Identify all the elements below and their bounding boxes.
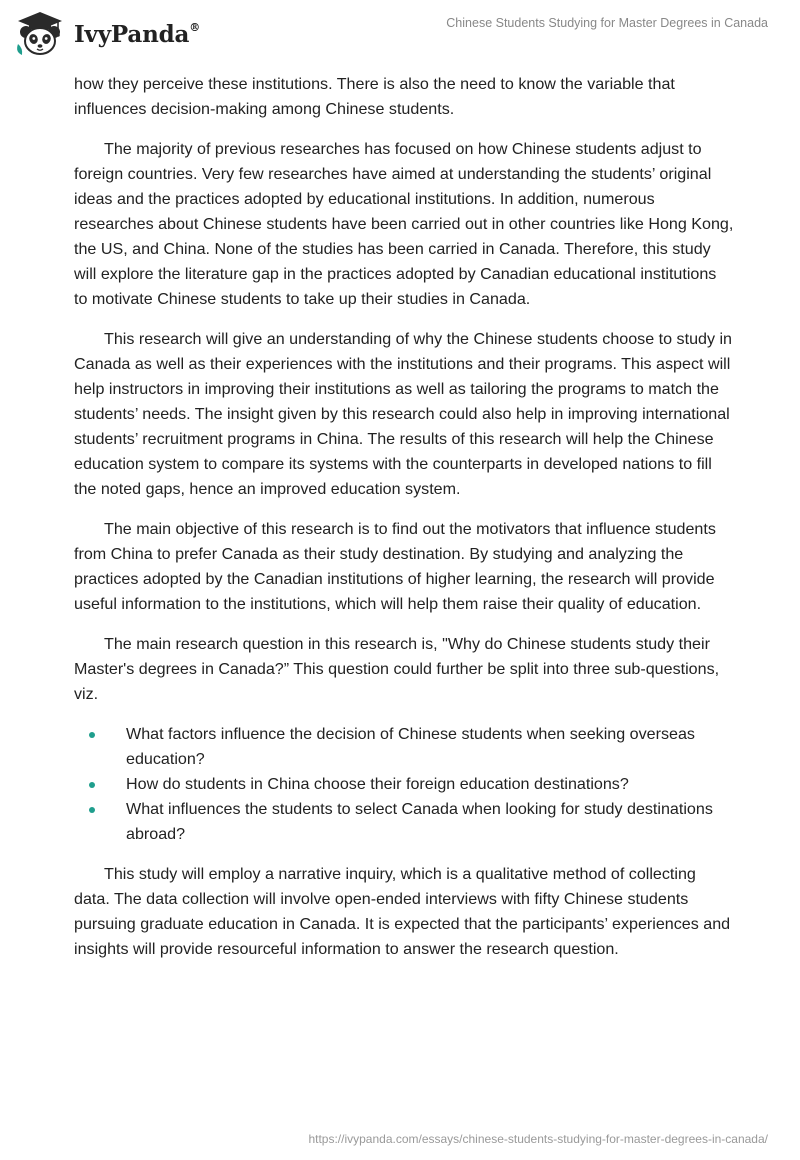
list-item: What influences the students to select Canada when looking for study destinations abroad?	[74, 797, 734, 847]
paragraph-significance: This research will give an understanding of why the Chinese students choose to study in Canada as well as their experiences with the institutions and their programs. This aspect will help instructors in improving their institutions as well as tailoring the programs to match the students’ needs. The insight given by this research could also help in improving international students’ recruitment programs in China. The results of this research will help the Chinese education system to compare its systems with the counterparts in developed nations to fill the noted gaps, hence an improved education system.	[74, 330, 733, 498]
paragraph-research-question: The main research question in this research is, "Why do Chinese students study their Master's degrees in Canada?” This question could further be split into three sub-questions, viz.	[74, 635, 720, 703]
bullet-icon	[89, 807, 95, 813]
document-title: Chinese Students Studying for Master Degrees in Canada	[446, 16, 768, 30]
list-item: How do students in China choose their foreign education destinations?	[74, 772, 734, 797]
logo-wordmark: IvyPanda®	[74, 20, 200, 48]
bullet-icon	[89, 782, 95, 788]
paragraph-literature-gap: The majority of previous researches has focused on how Chinese students adjust to foreign countries. Very few researches have aimed at understanding the students’ original ideas and the practices adopted by educational institutions. In addition, numerous researches about Chinese students have been carried out in other countries like Hong Kong, the US, and China. None of the studies has been carried in Canada. Therefore, this study will explore the literature gap in the practices adopted by Canadian educational institutions to motivate Chinese students to take up their studies in Canada.	[74, 140, 734, 308]
page-header	[0, 0, 800, 70]
ivypanda-logo[interactable]	[14, 8, 200, 60]
paragraph-objective: The main objective of this research is to find out the motivators that influence students from China to prefer Canada as their study destination. By studying and analyzing the practices adopted by the Canadian institutions of higher learning, the research will provide useful information to the institutions, which will help them raise their quality of education.	[74, 520, 716, 613]
panda-graduate-icon	[14, 8, 66, 60]
essay-body	[74, 72, 734, 977]
paragraph-continuation: how they perceive these institutions. There is also the need to know the variable that influences decision-making among Chinese students.	[74, 75, 675, 118]
bullet-icon	[89, 732, 95, 738]
list-item: What factors influence the decision of Chinese students when seeking overseas education?	[74, 722, 734, 772]
sub-questions-list	[74, 722, 734, 847]
paragraph-methodology: This study will employ a narrative inquiry, which is a qualitative method of collecting data. The data collection will involve open-ended interviews with fifty Chinese students pursuing graduate education in Canada. It is expected that the participants’ experiences and insights will provide resourceful information to answer the research question.	[74, 865, 731, 958]
source-url[interactable]: https://ivypanda.com/essays/chinese-students-studying-for-master-degrees-in-canada/	[308, 1132, 768, 1146]
